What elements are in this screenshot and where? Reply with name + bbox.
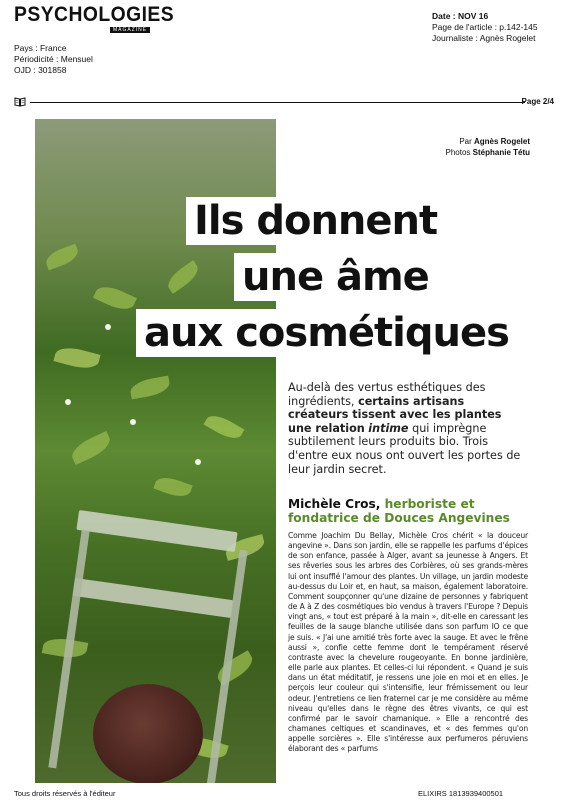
article-meta	[432, 11, 538, 44]
footer-copyright: Tous droits réservés à l'éditeur	[14, 789, 116, 798]
subhead-name: Michèle Cros,	[288, 497, 385, 511]
chair-slat	[76, 510, 237, 552]
intro-text: Au-delà des vertus esthétiques des ingrédients,	[288, 381, 486, 408]
footer-reference: ELIXIRS 1813939400501	[418, 789, 504, 798]
body-paragraph: Comme Joachim Du Bellay, Michèle Cros chérit « la douceur angevine ». Dans son jardin, elle se rappelle les parfums d'épices de son enfance, passée à Alger, avant sa jeunesse à Angers. Et ses rêveries sous les arbres des Corbières, où ses grands-mères lui ont insufflé l'amour des plantes. Un village, un jardin modeste au-dessus du Loir et, en haut, sa maison, également laboratoire. Comment soupçonner qu'une dizaine de personnes y fabriquent de A à Z des cosmétiques bio vendus à travers l'Europe ? Depuis vingt ans, « tout est préparé à la main », dit-elle en caressant les feuilles de la sauge blanche utilisée dans son parfum IO ce que je suis. « J'ai une amitié très forte avec la sauge. Et avec le frêne aussi », confie cette femme dont le tempérament réservé contraste avec la chevelure rougeoyante. En bonne jardinière, elle parle aux plantes. Et celles-ci lui répondent. « Quand je suis dans un état méditatif, je ressens une joie en moi et en elles. Je perçois leur couleur qui s'intensifie, leur frémissement ou leur odeur. J'entretiens ce lien fraternel car je me considère au même niveau qu'elles dans le règne des êtres vivants, ce qui est confirmé par le savoir chamanique. » Elle a rencontré des chamanes celtiques et scandinaves, et « des femmes qu'on appelle sorcières ». Elle s'intéresse aux perfumeros péruviens élaborant des « parfums	[288, 531, 528, 754]
article-intro	[288, 381, 526, 476]
intro-text-end: qui imprègne subtilement leurs produits bio. Trois d'entre eux nous ont ouvert les portes de leur jardin secret.	[288, 421, 521, 476]
periodicite-field: Périodicité : Mensuel	[14, 54, 93, 64]
journaliste-field: Journaliste : Agnès Rogelet	[432, 33, 536, 43]
headline-line-1: Ils donnent	[186, 197, 445, 245]
divider	[30, 102, 525, 103]
intro-bold-italic: intime	[368, 421, 409, 435]
section-subhead	[288, 497, 538, 525]
date-field: Date : NOV 16	[432, 11, 489, 21]
author-name: Agnès Rogelet	[473, 137, 530, 146]
author-prefix: Par	[459, 137, 474, 146]
page-number: Page 2/4	[521, 97, 554, 106]
subhead-role: herboriste et fondatrice de Douces Angevines	[288, 497, 510, 525]
ojd-field: OJD : 301858	[14, 65, 67, 75]
book-icon	[14, 97, 26, 107]
publication-meta	[14, 43, 93, 76]
magazine-logo: PSYCHOLOGIES	[14, 3, 175, 26]
article-body	[288, 531, 528, 754]
page-article-field: Page de l'article : p.142-145	[432, 22, 538, 32]
photo-prefix: Photos	[445, 148, 473, 157]
photographer-name: Stéphanie Tétu	[472, 148, 530, 157]
pays-field: Pays : France	[14, 43, 67, 53]
chair-slat	[73, 578, 234, 618]
byline	[410, 136, 530, 158]
flower-pot	[93, 684, 203, 783]
intro-bold: certains artisans créateurs tissent avec les plantes une relation	[288, 394, 502, 435]
headline-line-2: une âme	[234, 253, 437, 301]
page-rule-row	[14, 97, 554, 109]
magazine-logo-sub: MAGAZINE	[110, 27, 150, 33]
headline-line-3: aux cosmétiques	[136, 309, 517, 357]
